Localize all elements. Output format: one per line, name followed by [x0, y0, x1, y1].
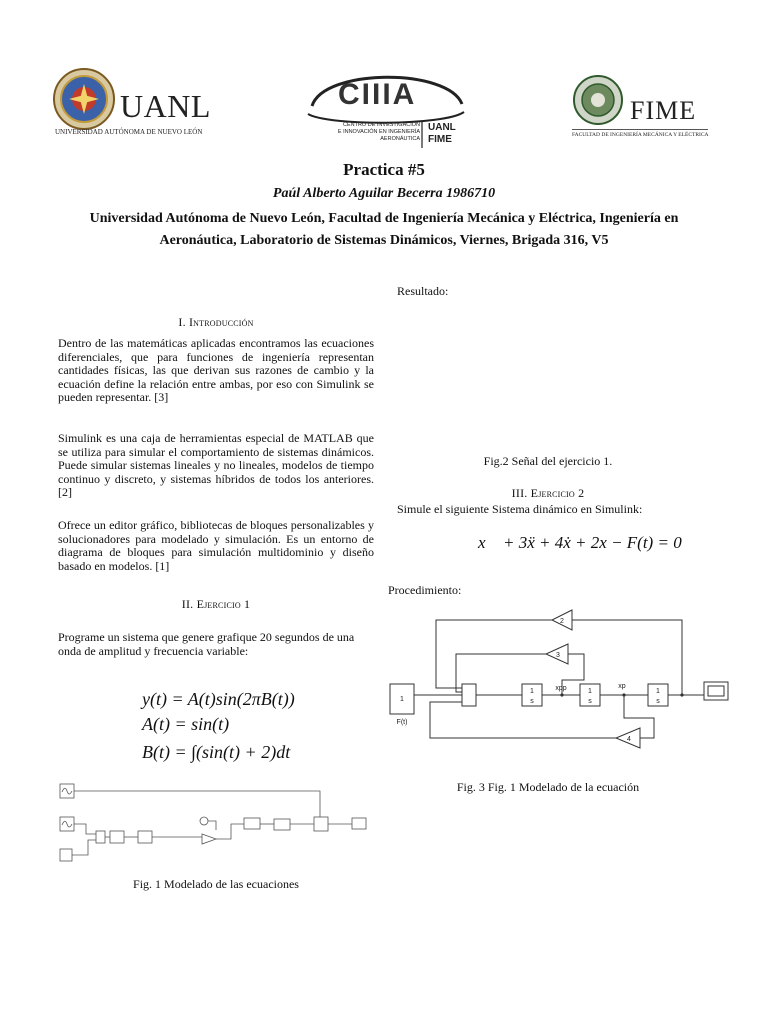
figure-2-caption: Fig.2 Señal del ejercicio 1. [483, 454, 613, 468]
gain-2-label: 2 [560, 618, 564, 625]
equation-y: y(t) = A(t)sin(2πB(t)) [142, 689, 295, 709]
figure-1-simulink-diagram [56, 780, 368, 872]
gain-4-label: 4 [627, 736, 631, 743]
constant-value: 1 [400, 696, 404, 703]
page-title: Practica #5 [343, 160, 425, 179]
equation-system: x⃛ + 3ẍ + 4ẋ + 2x − F(t) = 0 [478, 533, 682, 552]
section-3-title: III. Ejercicio 2 [511, 486, 585, 500]
fime-logo [572, 72, 712, 144]
result-label: Resultado: [397, 284, 449, 298]
figure-3-simulink-diagram [384, 600, 740, 760]
section-1-title: I. Introducción [178, 315, 254, 329]
integrator-1-den: s [530, 698, 534, 705]
uanl-logo [52, 62, 232, 142]
ciiia-line1: CENTRO DE INVESTIGACIÓN [342, 122, 420, 128]
ciiia-logo [304, 68, 468, 152]
paragraph-4: Programe un sistema que genere grafique 20 segundos de una onda de amplitud y frecuencia variable: [58, 630, 355, 658]
ciiia-fime: FIME [428, 134, 452, 145]
fime-divider [572, 129, 708, 130]
section-2-title: II. Ejercicio 1 [181, 597, 251, 611]
paragraph-2: Simulink es una caja de herramientas especial de MATLAB que se utiliza para simular el comportamiento de sistemas dinámicos. Puede simular sistemas lineales y no lineales, modelos de tiempo continuo y discreto, y sistemas híbridos de todos los anteriores. [2] [58, 431, 374, 500]
constant-label: F(t) [396, 719, 408, 726]
ciiia-line2: E INNOVACIÓN EN INGENIERÍA [337, 129, 420, 135]
fime-subtitle: FACULTAD DE INGENIERÍA MECÁNICA Y ELÉCTRICA [572, 132, 709, 138]
figure-1-caption: Fig. 1 Modelado de las ecuaciones [133, 877, 299, 891]
figure-3-caption: Fig. 3 Fig. 1 Modelado de la ecuación [456, 780, 640, 794]
uanl-subtitle: UNIVERSIDAD AUTÓNOMA DE NUEVO LEÓN [55, 128, 203, 136]
ciiia-line3: AERONÁUTICA [380, 136, 420, 142]
integrator-2-num: 1 [588, 688, 592, 695]
affiliation-line2: Aeronáutica, Laboratorio de Sistemas Dinámicos, Viernes, Brigada 316, V5 [159, 233, 609, 248]
equation-a: A(t) = sin(t) [142, 714, 230, 734]
integrator-3-num: 1 [656, 688, 660, 695]
integrator-3-den: s [656, 698, 660, 705]
paragraph-5: Simule el siguiente Sistema dinámico en Simulink: [397, 502, 643, 516]
paragraph-3: Ofrece un editor gráfico, bibliotecas de bloques personalizables y solucionadores para modelado y simulación. Es un entorno de diagrama de bloques para simulación multidominio y diseño basado en modelos. [1] [58, 518, 374, 573]
uanl-wordmark: UANL [120, 88, 211, 124]
integrator-2-den: s [588, 698, 592, 705]
signal-xp-label: xp [618, 683, 626, 690]
sum-block [462, 684, 476, 706]
integrator-1-num: 1 [530, 688, 534, 695]
affiliation-line1: Universidad Autónoma de Nuevo León, Facultad de Ingeniería Mecánica y Eléctrica, Ingeniería en [89, 211, 679, 226]
gain-3-label: 3 [556, 652, 560, 659]
ciiia-uanl: UANL [428, 122, 456, 133]
signal-xpp-label: xpp [555, 685, 567, 692]
procedure-label: Procedimiento: [388, 583, 462, 597]
fime-wordmark: FIME [630, 96, 697, 125]
author: Paúl Alberto Aguilar Becerra 1986710 [272, 186, 496, 201]
paragraph-1: Dentro de las matemáticas aplicadas encontramos las ecuaciones diferenciales, que para funciones de ingeniería representan cantidades físicas, las que derivan sus razones de cambio y la ecuación define la relación entre ambas, por eso con Simulink se pueden representar. [3] [58, 336, 374, 405]
fime-seal-icon [572, 72, 632, 132]
equation-b: B(t) = ∫(sin(t) + 2)dt [142, 742, 291, 762]
ciiia-wordmark: CIIIA [338, 78, 417, 111]
